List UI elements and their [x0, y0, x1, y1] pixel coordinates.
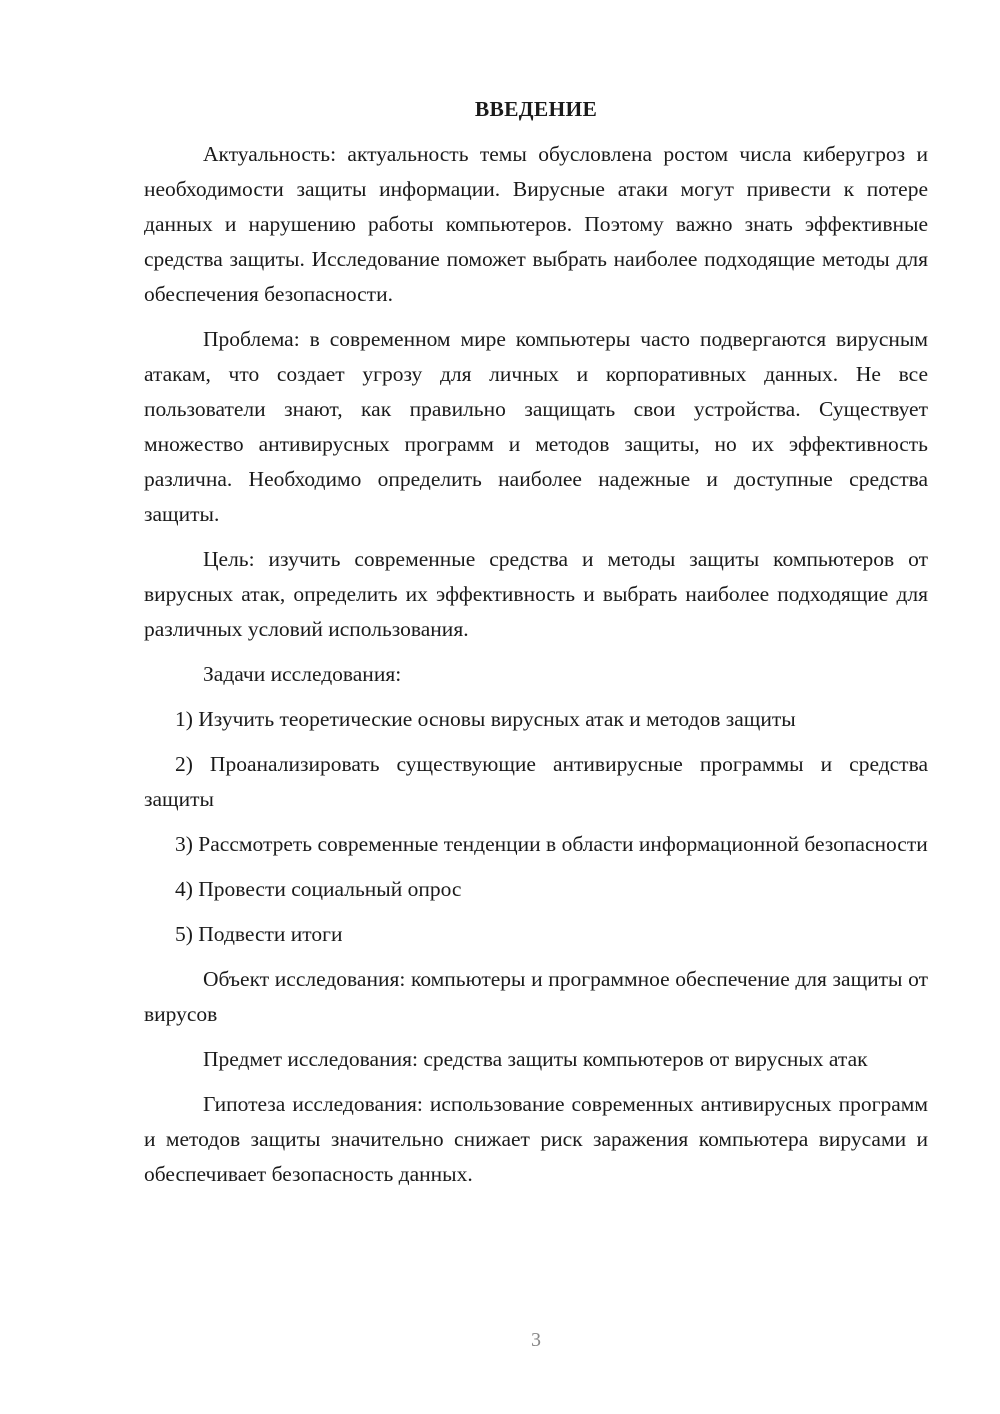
document-page — [144, 92, 928, 1202]
paragraph-relevance: Актуальность: актуальность темы обусловлена ростом числа киберугроз и необходимости защиты информации. Вирусные атаки могут привести к потере данных и нарушению работы компьютеров. Поэтому важно знать эффективные средства защиты. Исследование поможет выбрать наиболее подходящие методы для обеспечения безопасности. — [144, 142, 928, 306]
paragraph-object: Объект исследования: компьютеры и программное обеспечение для защиты от вирусов — [144, 967, 928, 1026]
paragraph-tasks-heading: Задачи исследования: — [203, 662, 402, 686]
paragraph-goal: Цель: изучить современные средства и методы защиты компьютеров от вирусных атак, определить их эффективность и выбрать наиболее подходящие для различных условий использования. — [144, 547, 928, 641]
paragraph-hypothesis: Гипотеза исследования: использование современных антивирусных программ и методов защиты значительно снижает риск заражения компьютера вирусами и обеспечивает безопасность данных. — [144, 1092, 928, 1186]
paragraph-subject: Предмет исследования: средства защиты компьютеров от вирусных атак — [203, 1047, 868, 1071]
page-number: 3 — [531, 1329, 541, 1351]
list-item: 3) Рассмотреть современные тенденции в области информационной безопасности — [175, 832, 928, 856]
paragraph-problem: Проблема: в современном мире компьютеры часто подвергаются вирусным атакам, что создает угрозу для личных и корпоративных данных. Не все пользователи знают, как правильно защищать свои устройства. Существует множество антивирусных программ и методов защиты, но их эффективность различна. Необходимо определить наиболее надежные и доступные средства защиты. — [144, 327, 928, 526]
list-item: 4) Провести социальный опрос — [175, 877, 462, 901]
section-title: ВВЕДЕНИЕ — [474, 97, 598, 121]
list-item: 5) Подвести итоги — [175, 922, 343, 946]
list-item: 1) Изучить теоретические основы вирусных атак и методов защиты — [175, 707, 796, 731]
list-item: 2) Проанализировать существующие антивирусные программы и средства защиты — [144, 752, 928, 811]
